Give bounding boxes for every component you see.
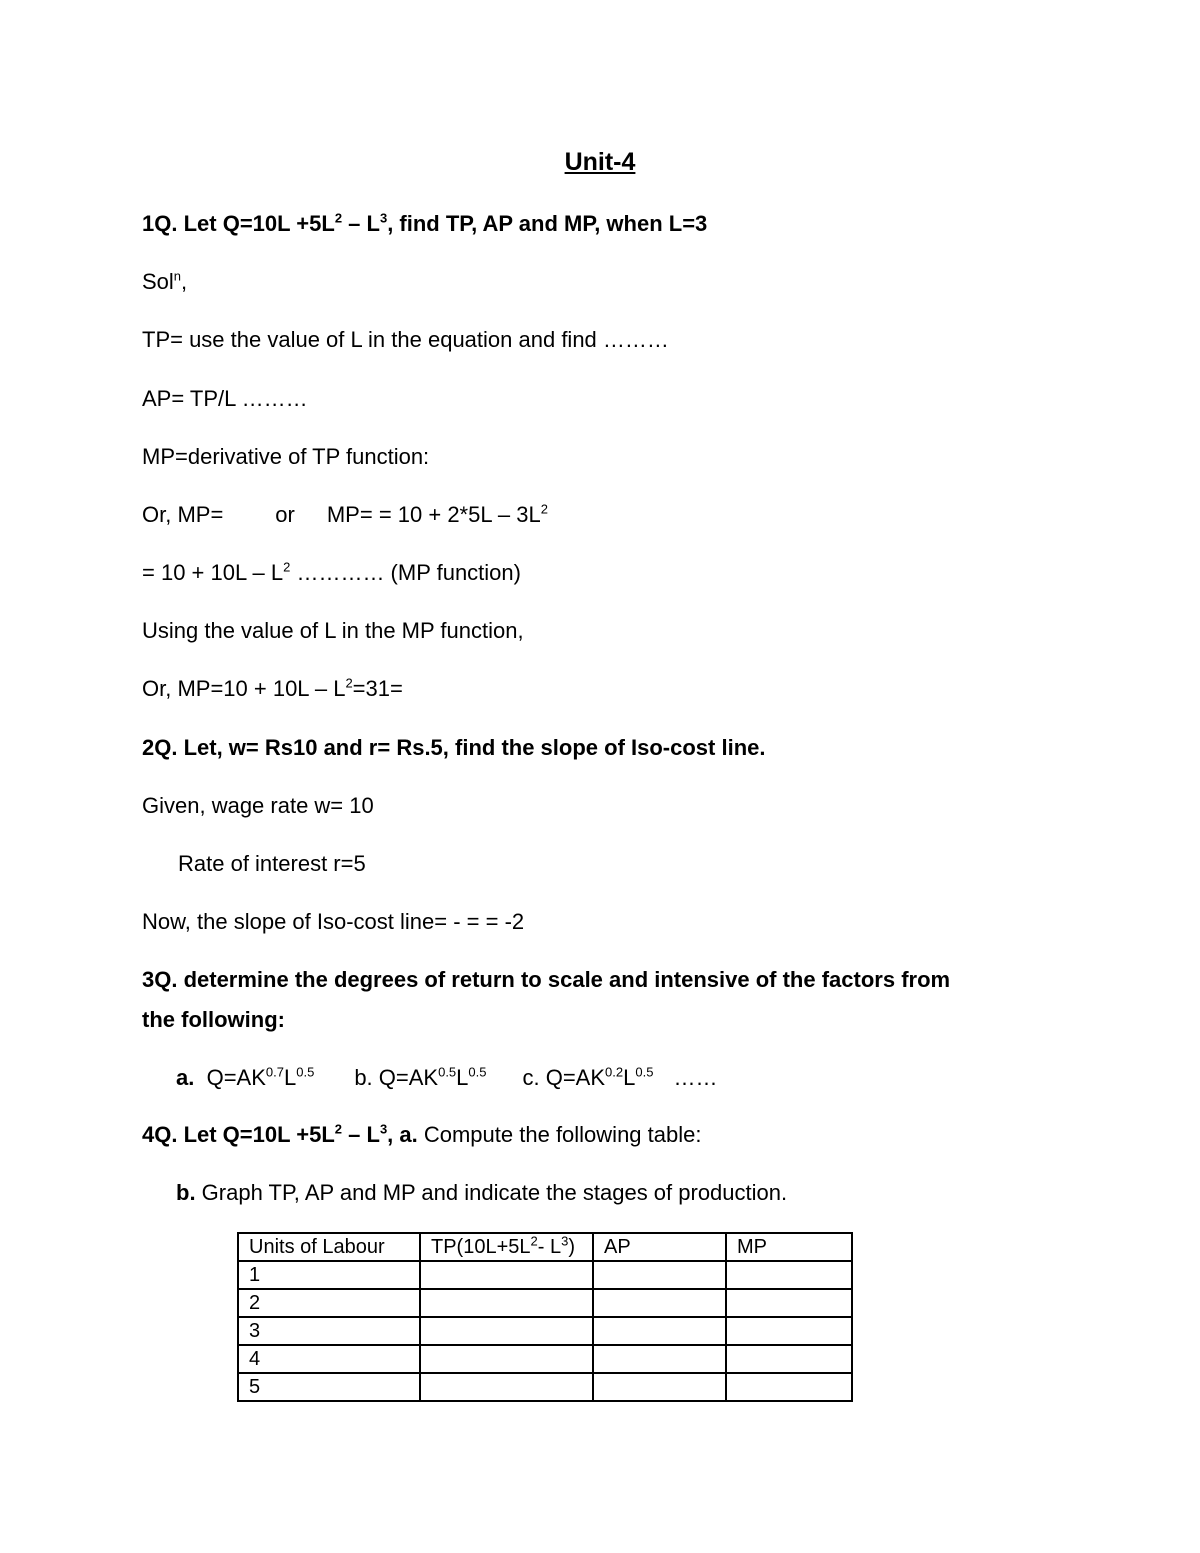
mp-cell[interactable]	[726, 1345, 852, 1373]
slope-line: Now, the slope of Iso-cost line= - = = -2	[142, 909, 525, 934]
units-cell: 2	[238, 1289, 420, 1317]
mp-result-line: Or, $MP=10 + 10L - L^2=31=$	[142, 675, 403, 701]
table-header-row	[238, 1233, 852, 1261]
question-1-heading: 1Q. Let $Q=10L +5L^2 - L^3$, find TP, AP and MP, when L=3	[142, 210, 708, 236]
table-row	[238, 1345, 852, 1373]
tp-cell[interactable]	[420, 1261, 593, 1289]
table-row	[238, 1317, 852, 1345]
solution-label: Sol$^n$,	[142, 268, 188, 294]
header-mp: MP	[726, 1233, 852, 1261]
units-cell: 4	[238, 1345, 420, 1373]
table-row	[238, 1289, 852, 1317]
question-3-options: a. $Q=AK^{0.7}L^{0.5}$ b. $Q=AK^{0.5}L^{0.5}$ c. $Q=AK^{0.2}L^{0.5}$ ……	[176, 1064, 718, 1090]
page-title: Unit-4	[564, 148, 636, 176]
ap-cell[interactable]	[593, 1261, 726, 1289]
question-3-heading: 3Q. determine the degrees of return to scale and intensive of the factors from	[142, 967, 951, 992]
tp-cell[interactable]	[420, 1373, 593, 1401]
mp-function-line: = $10 + 10L - L^2$ ………… (MP function)	[142, 559, 521, 585]
rate-line: Rate of interest r=5	[178, 851, 366, 876]
mp-cell[interactable]	[726, 1289, 852, 1317]
header-tp: $TP(10L+5L^2-$ $L^3$)	[420, 1233, 593, 1261]
tp-cell[interactable]	[420, 1345, 593, 1373]
mp-cell[interactable]	[726, 1317, 852, 1345]
units-cell: 1	[238, 1261, 420, 1289]
production-table	[237, 1232, 853, 1402]
header-ap: AP	[593, 1233, 726, 1261]
mp-derivative-line: Or, MP= or $MP= = 10 + 2*5L - 3L^2$	[142, 501, 548, 527]
units-cell: 5	[238, 1373, 420, 1401]
tp-cell[interactable]	[420, 1289, 593, 1317]
question-4-part-b: b. Graph TP, AP and MP and indicate the stages of production.	[176, 1180, 788, 1205]
question-3-heading-cont: the following:	[142, 1007, 285, 1032]
given-line: Given, wage rate w= 10	[142, 793, 374, 818]
tp-line: TP= use the value of L in the equation and find ………	[142, 327, 669, 352]
mp-cell[interactable]	[726, 1373, 852, 1401]
using-line: Using the value of L in the MP function,	[142, 618, 524, 643]
ap-cell[interactable]	[593, 1317, 726, 1345]
ap-line: AP= TP/L ………	[142, 386, 308, 411]
units-cell: 3	[238, 1317, 420, 1345]
mp-cell[interactable]	[726, 1261, 852, 1289]
table-row	[238, 1261, 852, 1289]
ap-cell[interactable]	[593, 1373, 726, 1401]
ap-cell[interactable]	[593, 1289, 726, 1317]
mp-line: MP=derivative of TP function:	[142, 444, 430, 469]
tp-cell[interactable]	[420, 1317, 593, 1345]
question-4-heading: 4Q. Let $Q=10L +5L^2 - L^3$, a. Compute the following table:	[142, 1121, 702, 1147]
table-row	[238, 1373, 852, 1401]
question-1-label: 1Q.	[142, 211, 178, 236]
ap-cell[interactable]	[593, 1345, 726, 1373]
question-2-heading: 2Q. Let, w= Rs10 and r= Rs.5, find the slope of Iso-cost line.	[142, 735, 766, 760]
header-units-of-labour: Units of Labour	[238, 1233, 420, 1261]
